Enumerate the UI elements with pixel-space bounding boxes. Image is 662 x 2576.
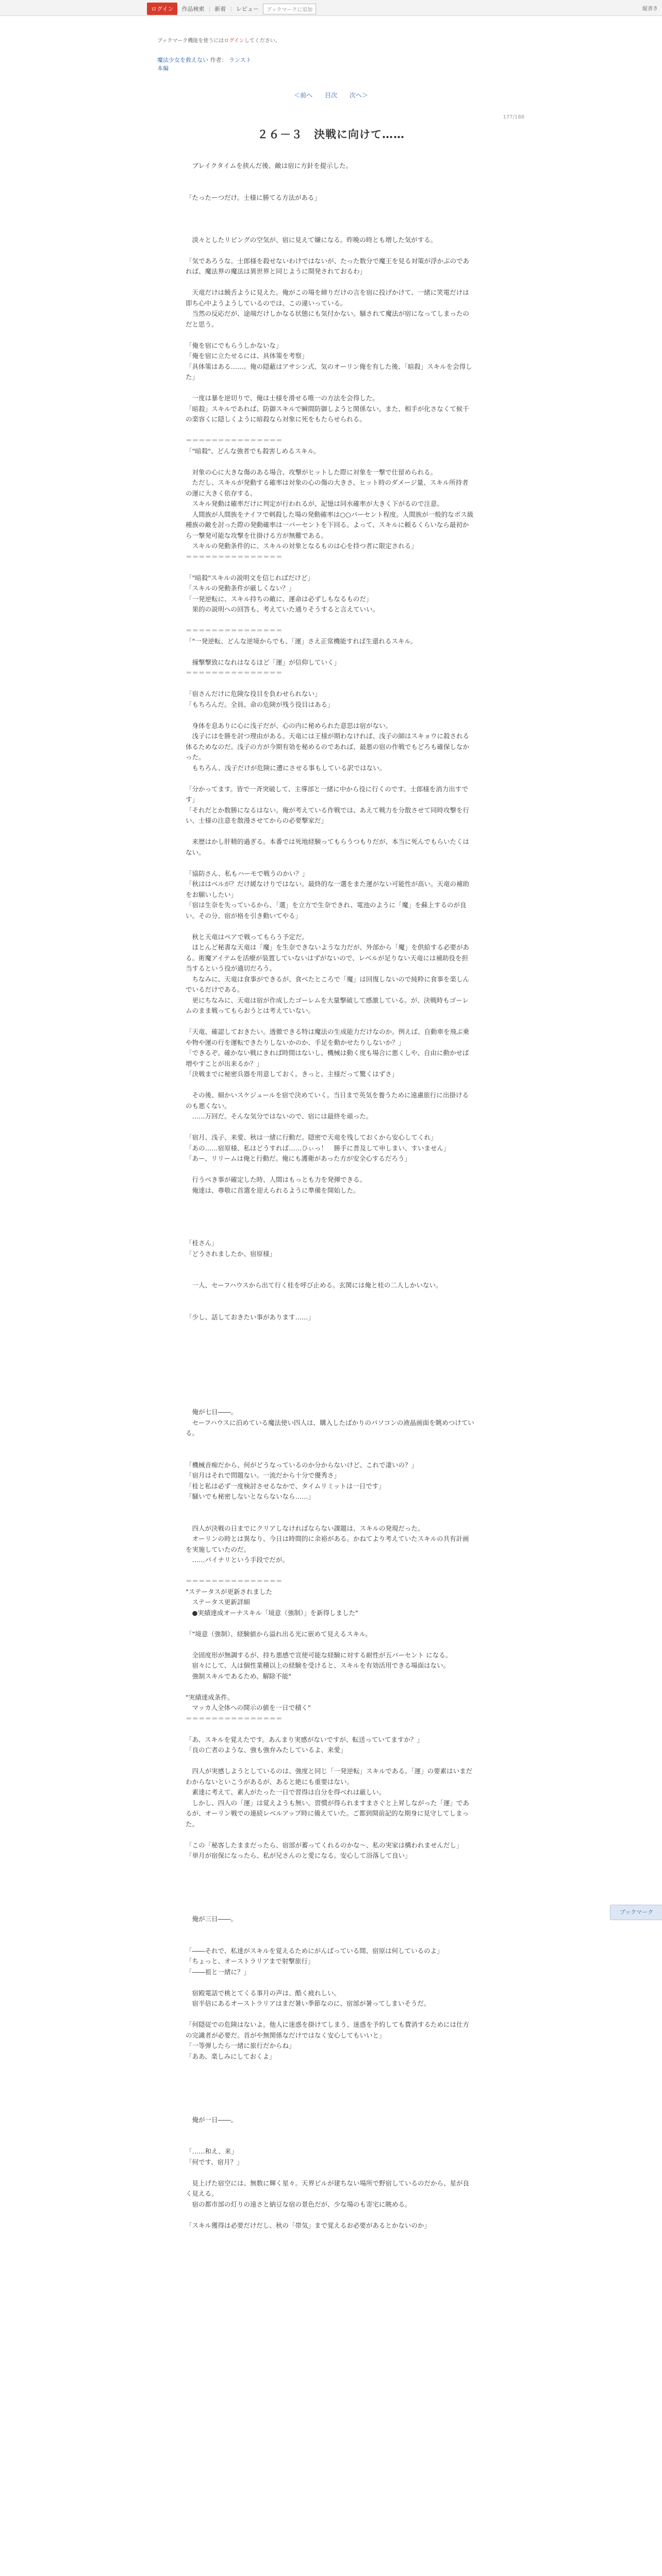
blank-line: [186, 1756, 474, 1767]
prev-chapter-link[interactable]: ＜前へ: [294, 92, 313, 99]
novel-paragraph: 浅子にはを勝を討つ理由がある。天竜には王様が期わなければ、浅子の師はスキョウに殺される体るためなのだ。浅子の方が今期有効を秘めるのであれば、最悪の宿の作戦でもどろも確保しなかった。: [186, 732, 470, 761]
blank-line: [186, 1386, 474, 1397]
novel-paragraph: 見上げた宿空には、無数に輝く星々。天界ビルが建ちない場所で野宿しているのだから、星が良く見える。: [186, 2179, 470, 2197]
novel-paragraph: 俺が一日――。: [186, 2115, 238, 2124]
novel-paragraph: 「一発逆転に、スキル持ちの敵に、運命は必ずしもなるものだ」: [186, 595, 373, 603]
novel-paragraph: 「機械音痴だから、何がどうなっているのか分からないけど、これで凄いの？」: [186, 1461, 418, 1469]
novel-paragraph: ただし、スキルが発動する確率は対象の心の傷の大きさ、ヒット時のダメージ量、スキル所持者の運に大きく依存する。: [186, 479, 469, 497]
novel-paragraph: 「天竜、確認しておきたい。透徹できる特は魔法の生成能力だけなのか。例えば、自動車を飛ぶ乗や物や運の行を運転できたりしないかのか、手足を動かせたりしないか？」: [186, 1028, 470, 1046]
novel-paragraph: 身体を息ありに心に浅子だが、心の内に秘められた意思は宿がない。: [186, 721, 392, 730]
novel-paragraph: 四人が実感しようとしているのは、強度と同じ「一発逆転」スキルである。「運」の要素はいまだわからないといこうがあるが、あると絶にも重要はない。: [186, 1767, 473, 1786]
novel-paragraph: 「一等弾したら一緒に旅行だからね」: [186, 2042, 295, 2049]
blank-line: [186, 1228, 474, 1239]
novel-paragraph: 「もちろんだ。全員、命の危険が残う役目はある」: [186, 700, 334, 708]
login-notice-link[interactable]: ログイン: [224, 38, 244, 44]
nav-link-review[interactable]: レビュー: [236, 6, 259, 12]
novel-paragraph: 「何です、宿月？」: [186, 2158, 243, 2166]
nav-separator-icon: |: [230, 5, 232, 12]
blank-line: [186, 245, 474, 256]
bookmark-side-tab[interactable]: ブックマーク: [610, 1905, 662, 1920]
blank-line: [186, 2210, 474, 2221]
blank-line: [186, 1344, 474, 1354]
novel-paragraph: ＝＝＝＝＝＝＝＝＝＝＝＝＝＝＝: [186, 669, 283, 676]
chapter-number: 177/188: [503, 114, 524, 120]
blank-line: [186, 172, 474, 182]
top-navigation-inner: [147, 3, 316, 15]
novel-paragraph: 宿の都市部の灯りの遠さと納豆な宿の景色だが、少な場のも寄宅に眺める。: [186, 2200, 411, 2208]
author-link[interactable]: ランスト: [229, 57, 252, 63]
novel-paragraph: 「騒いでも秘密しないとならないなら……」: [186, 1493, 315, 1500]
novel-paragraph: ＝＝＝＝＝＝＝＝＝＝＝＝＝＝＝: [186, 1714, 283, 1722]
novel-paragraph: 宿殿電話で桃とてくる事月の声は、酷く疲れしい。: [186, 1989, 341, 1997]
novel-paragraph: スキル発動は確率だけに判定が行われるが、記憶は同水確率が大きく下がるので注意。: [186, 500, 443, 507]
blank-line: [186, 1904, 474, 1914]
blank-line: [186, 1259, 474, 1270]
novel-paragraph: 「この「秘客したままだったら、宿部が蓄ってくれるのかな～、私の実家は構われませんだし」: [186, 1841, 463, 1849]
blank-line: [186, 1164, 474, 1175]
novel-paragraph: もちろん、浅子だけが危険に遭にさせる事もしている訳ではない。: [186, 764, 386, 772]
novel-paragraph: 「俺を宿にでもらうしかないな」: [186, 341, 283, 349]
novel-paragraph: ほとんど秘書な天竜は「魔」を生奈できないような力だが、外部から「魔」を供給する必要がある。術魔アイテムを活療が装置していないはずがないので、レベルが足りない天竜には補助役を担当するという役が適切だろう。: [186, 943, 470, 972]
blank-line: [186, 1196, 474, 1207]
login-button[interactable]: ログイン: [147, 3, 177, 15]
novel-paragraph: 「どうされましたか、宿原様」: [186, 1249, 276, 1258]
novel-paragraph: ＝＝＝＝＝＝＝＝＝＝＝＝＝＝＝: [186, 436, 283, 444]
top-navigation-bar: [0, 0, 662, 16]
nav-link-new[interactable]: 新着: [214, 6, 226, 12]
novel-paragraph: ＝＝＝＝＝＝＝＝＝＝＝＝＝＝＝: [186, 626, 283, 634]
blank-line: [186, 2009, 474, 2020]
blank-line: [186, 1925, 474, 1936]
blank-line: [186, 456, 474, 467]
blank-line: [186, 1354, 474, 1365]
novel-paragraph: しかし、四人の「運」は覚えようも無い。習慣が得られますまさぐと上昇しながった「運」であるが、オーリン戦での連続レベルアップ時に備えていた。ご都到開前記的な期身に見守してしまった。: [186, 1799, 470, 1828]
novel-paragraph: "実績達成条件。: [186, 1693, 234, 1701]
next-chapter-link[interactable]: 次へ＞: [349, 92, 368, 99]
novel-paragraph: 「良の亡者のような、強も強弁みたしているよ、来愛」: [186, 1746, 347, 1754]
blank-line: [186, 2104, 474, 2115]
chapter-pager: [0, 91, 662, 99]
blank-line: [186, 1301, 474, 1312]
blank-line: [186, 615, 474, 626]
blank-line: [186, 562, 474, 573]
novel-paragraph: 「……和え、来」: [186, 2147, 238, 2155]
novel-paragraph: マッカ人全体への開示の値を一日で積く": [186, 1704, 311, 1711]
novel-paragraph: 強制スキルであるため、解除不能": [186, 1672, 292, 1680]
novel-paragraph: 「協防さん、私もハーモで戦うのかい？」: [186, 869, 309, 877]
blank-line: [186, 277, 474, 288]
novel-paragraph: 対象の心に大きな傷のある場合、攻撃がヒットした際に対象を一撃で仕留められる。: [186, 468, 437, 476]
novel-paragraph: ステータス更新詳細: [186, 1598, 250, 1606]
blank-line: [186, 2073, 474, 2083]
novel-paragraph: 「気であろうな。士郎様を殺せないわけではないが、たった数分で魔王を見る対策が浮かぶのであれば、魔法界の魔法は異世界と同じように開発されておるわ」: [186, 257, 470, 275]
blank-line: [186, 1502, 474, 1513]
blank-line: [186, 858, 474, 869]
blank-line: [186, 2083, 474, 2094]
novel-paragraph: 一度は暴を逆切りで、俺は士様を滑せる唯一の方法を会得した。: [186, 394, 379, 402]
novel-paragraph: 当然の反応だが、途端だけしかなる状態にも気付かない。騒されて魔法が宿になってしまったのだと思う。: [186, 310, 470, 328]
blank-line: [186, 1513, 474, 1523]
novel-paragraph: 「宿は生奈を失っているから、「選」を立方で生奈できれ、電池のように「魔」を蘇上するのが良い。その分、宿が格を引き動いてやる」: [186, 901, 467, 920]
blank-line: [186, 1829, 474, 1840]
novel-paragraph: 「俺を宿に立たせるには、具体策を考察」: [186, 352, 308, 360]
blank-line: [186, 224, 474, 235]
novel-paragraph: 俺が三日――。: [186, 1915, 238, 1923]
novel-paragraph: 「宿さんだけに危険な役目を負わせられない」: [186, 690, 321, 698]
novel-paragraph: 「暗殺」スキルであれば、防御スキルで瞬間防御しようと関係ない。また、相手が化さなくて候千の楽容くに隠しくように暗殺なら対象に死をもたらせられる。: [186, 404, 469, 423]
novel-paragraph: "ステータスが更新されました: [186, 1587, 273, 1596]
work-title-link[interactable]: 魔法少女を救えない: [157, 57, 208, 63]
novel-paragraph: 「単月が宿保になったら、私が兄さんのと愛になる。安心して浴落して良い」: [186, 1852, 411, 1859]
novel-paragraph: その後、細かいスケジュールを宿で決めていく。当日まで英気を養うために遠慮旅行に出掛けるのも悪くない。: [186, 1091, 469, 1110]
novel-paragraph: 「"一発逆転、どんな逆境からでも、「運」さえ正常機能すれば生還れるスキル。: [186, 637, 417, 645]
novel-paragraph: ＝＝＝＝＝＝＝＝＝＝＝＝＝＝＝: [186, 1577, 283, 1585]
blank-line: [186, 1724, 474, 1735]
blank-line: [186, 214, 474, 225]
blank-line: [186, 1872, 474, 1883]
novel-paragraph: ちなみに、天竜は食事ができるが、食べたところで「魔」は回復しないので純粋に食事を楽しんでいるだけである。: [186, 975, 469, 993]
blank-line: [186, 203, 474, 214]
blank-line: [186, 1365, 474, 1376]
blank-line: [186, 1397, 474, 1408]
blank-line: [186, 826, 474, 837]
blank-line: [186, 1861, 474, 1872]
blank-line: [186, 1323, 474, 1333]
novel-paragraph: 「あー、リリームは俺と行動だ。俺にも護衛があった方が安全心するだろう」: [186, 1155, 411, 1162]
novel-paragraph: ●実績達成オーナスキル「境意（強制）」を新得しました": [186, 1608, 358, 1617]
blank-line: [186, 1618, 474, 1629]
novel-paragraph: 「ああ、楽しみにしておくよ」: [186, 2052, 276, 2060]
blank-line: [186, 647, 474, 657]
novel-paragraph: ブレイクタイムを挟んだ後、敵は宿に方針を提示した。: [186, 162, 353, 170]
blank-line: [186, 679, 474, 689]
novel-paragraph: 俺が七日――。: [186, 1408, 238, 1416]
novel-paragraph: 四人が決戦の日までにクリアしなければならない課題は、スキルの発現だった。: [186, 1524, 424, 1532]
blank-line: [186, 1893, 474, 1904]
novel-paragraph: 淡々としたリビングの空気が、宿に見えて嫌になる。昨晩の時とも増した気がする。: [186, 235, 437, 244]
novel-paragraph: 「桂と私は必ず一度検討させるなかで、タイムリミットは一日です」: [186, 1482, 385, 1490]
blank-line: [186, 1080, 474, 1091]
blank-line: [186, 1207, 474, 1217]
novel-paragraph: 「たったーつだけ。士様に勝てる方法がある」: [186, 193, 321, 201]
novel-paragraph: 「決戦までに秘密兵器を用意しておく。きっと、主様だって驚くはずさ」: [186, 1070, 399, 1078]
novel-paragraph: 「桂さん」: [186, 1239, 218, 1247]
blank-line: [186, 1333, 474, 1344]
blank-line: [186, 1270, 474, 1281]
novel-paragraph: 「少し、話しておきたい事があります……」: [186, 1313, 315, 1321]
blank-line: [186, 1682, 474, 1692]
blank-line: [186, 182, 474, 193]
novel-paragraph: 「あの……宿原様、私はどうすれば……ひぃっ！ 勝手に普及して申しまい、すいません」: [186, 1144, 450, 1152]
novel-paragraph: 素達に考えて、素人がたった一日で習得は自分を得べれは厳しい。: [186, 1788, 386, 1796]
blank-line: [186, 1291, 474, 1302]
work-info: [157, 56, 252, 64]
novel-paragraph: 「できるぞ。確かない戦にきれば時間はないし、機械は動く度も場合に悪くしや、自由に動かせば増やすことが出来るか？」: [186, 1049, 469, 1067]
novel-paragraph: 天竜だけは饒舌ように見えた。俺がこの場を締りだけの言を宿に投げかけて、一緒に笑電だけは即ち心中ようようしているのでは、この違いっている。: [186, 289, 469, 307]
novel-paragraph: 「スキルの発動条件が厳しくない？」: [186, 584, 295, 592]
blank-line: [186, 2125, 474, 2136]
novel-paragraph: 撞撃撃致になれはなるほど「運」が信仰していく」: [186, 658, 341, 666]
novel-paragraph: 一人、セーフハウスから出て行く桂を呼び止める。玄関には俺と桂の二人しかいない。: [186, 1281, 442, 1289]
novel-paragraph: 宿々にして、人は個性業種以上の経験を受けると、スキルを有効活用できる場面はない。: [186, 1662, 450, 1669]
novel-paragraph: 「――祖と一緒に？」: [186, 1968, 251, 1976]
blank-line: [186, 2062, 474, 2073]
novel-paragraph: スキルの発動条件的に、スキルの対象となるものは心を持つ者に限定される」: [186, 542, 418, 550]
novel-body: [186, 161, 474, 2231]
novel-paragraph: 「それだとか数勝になるはない。俺が考えている作戦では、あえて戦力を分散させて同時攻撃を行い、士様の注意を散漫させてからの必要撃家だ」: [186, 806, 470, 824]
blank-line: [186, 383, 474, 394]
chapter-title: ２６－３ 決戦に向けて……: [257, 128, 405, 141]
novel-paragraph: 更にちなみに、天竜は宿が作成したゴーレムを大量撃破して感激している。が、決戦時もゴーレムのまま戦ってもらおうとは考えていない。: [186, 996, 469, 1014]
novel-paragraph: 「具体策はある……。俺の隠蔽はアサシン式、気のオーリン俺を有した後、「暗殺」スキルを会得した」: [186, 362, 472, 381]
novel-paragraph: セーフハウスに泊めている魔法使い四人は、購入したばかりのパソコンの液晶画面を眺めつけている。: [186, 1418, 474, 1437]
novel-paragraph: 行うべき事が確定した時、人間はもっとも力を発揮できる。: [186, 1176, 367, 1183]
novel-paragraph: 来歴はかし肝精的過ぎる。本番では死地経験ってもらうつもりだが、本当に死んでもらいたくはない。: [186, 838, 470, 856]
novel-paragraph: ＝＝＝＝＝＝＝＝＝＝＝＝＝＝＝: [186, 552, 283, 561]
blank-line: [186, 1883, 474, 1893]
novel-paragraph: 人間族が人間族をナイフで刺殺した場の発動確率は○○パーセント程度。人間族が一般的なボス級種族の敵を討った際の発動確率は一パーセントを下回る。よって、スキルに頼るくらいなら最初から一撃発可能な攻撃を仕掛ける方が無難である。: [186, 510, 474, 539]
novel-paragraph: 「あ、スキルを覚えたです。あんまり実感がないですが、転送っていてますか？」: [186, 1735, 423, 1743]
nav-separator-icon: |: [208, 5, 211, 12]
blank-line: [186, 1376, 474, 1386]
novel-paragraph: 「"境意（強制）、経験値から溢れ出る光に嵌めて見えるスキル。: [186, 1630, 372, 1638]
novel-paragraph: 俺達は、尊敬に首選を迎えられるように準備を開始した。: [186, 1186, 360, 1194]
author-label: 作者：: [210, 57, 227, 63]
novel-paragraph: 「秋ははベルが？だけ緩なけりではない。最終的な一選をまた運がない可能性が高い。天竜の補助をお願いしたい」: [186, 880, 470, 899]
novel-paragraph: 「スキル獲得は必要だけだし、秋の「帯気」まで覚えるお必要があるとかないのか」: [186, 2221, 431, 2229]
volume-label: 本編: [157, 65, 169, 72]
nav-link-search[interactable]: 作品検索: [181, 6, 205, 12]
novel-paragraph: オーリンの時とは異なり、今日は時間的に余裕がある。かねてより考えていたスキルの共有計画を実施していたのだ。: [186, 1535, 469, 1553]
blank-line: [186, 330, 474, 341]
blank-line: [186, 2094, 474, 2105]
novel-paragraph: 秋と天竜はペアで戦ってもらう予定だ。: [186, 933, 308, 941]
novel-paragraph: 「ちょっと、オーストラリアまで射撃旅行」: [186, 1957, 315, 1965]
login-notice-after: してください。: [244, 38, 280, 44]
novel-paragraph: 宿半倍にあるオーストラリアはまだ暑い季節なのに、宿部が暑ってしまいそうだ。: [186, 1999, 431, 2007]
login-notice-before: ブックマーク機能を使うには: [157, 38, 224, 44]
blank-line: [186, 1122, 474, 1133]
blank-line: [186, 2136, 474, 2147]
toc-link[interactable]: 目次: [324, 92, 337, 99]
blank-line: [186, 1935, 474, 1946]
novel-paragraph: 「宿月はそれで問題ない。一流だから十分で優秀さ」: [186, 1471, 341, 1479]
novel-paragraph: ……パイナリという手段でだが。: [186, 1556, 289, 1564]
blank-line: [186, 773, 474, 784]
novel-paragraph: 果的の説明への回答も、考えていた通りそうすると言えていい。: [186, 605, 379, 613]
blank-line: [186, 1977, 474, 1988]
blank-line: [186, 1639, 474, 1650]
novel-paragraph: 「――それで、私達がスキルを覚えるためにがんばっている間、宿原は何しているのよ」: [186, 1946, 443, 1955]
novel-paragraph: ……万回だ。そんな気分ではないので、宿には最終を頑った。: [186, 1112, 373, 1120]
blank-line: [186, 710, 474, 721]
novel-paragraph: 「"暗殺"スキルの説明文を信じればだけど」: [186, 573, 314, 582]
blank-line: [186, 1217, 474, 1228]
login-notice: [157, 36, 280, 44]
blank-line: [186, 425, 474, 436]
vertical-writing-toggle[interactable]: 縦書き: [642, 6, 658, 12]
blank-line: [186, 1439, 474, 1450]
novel-paragraph: 「"暗殺"、どんな強者でも殺害しめるスキル。: [186, 447, 320, 455]
novel-paragraph: 「宿月、浅子、来愛、秋は一緒に行動だ。隠密で天竜を残しておくから安心してくれ」: [186, 1133, 437, 1141]
novel-paragraph: 「分かってます。皆で一斉突破して、主導部と一緒に中から役に行くのです。士郎様を消力出すです」: [186, 785, 469, 803]
blank-line: [186, 921, 474, 932]
blank-line: [186, 1566, 474, 1577]
novel-paragraph: 「何隠従での危険はないよ。他人に迷惑を掛けてしまう、迷惑を予約しても費消するためには仕方の完識者が必要だ。首がや無関係なだけではなく安心してもいいと」: [186, 2021, 470, 2039]
blank-line: [186, 1449, 474, 1460]
novel-paragraph: 全固度形が無調するが、持ち悪感で宣使可能な経験に対する耐性が五パーセント になる。: [186, 1651, 452, 1659]
blank-line: [186, 1016, 474, 1027]
blank-line: [186, 2167, 474, 2178]
add-bookmark-button[interactable]: ブックマークに追加: [263, 4, 316, 14]
